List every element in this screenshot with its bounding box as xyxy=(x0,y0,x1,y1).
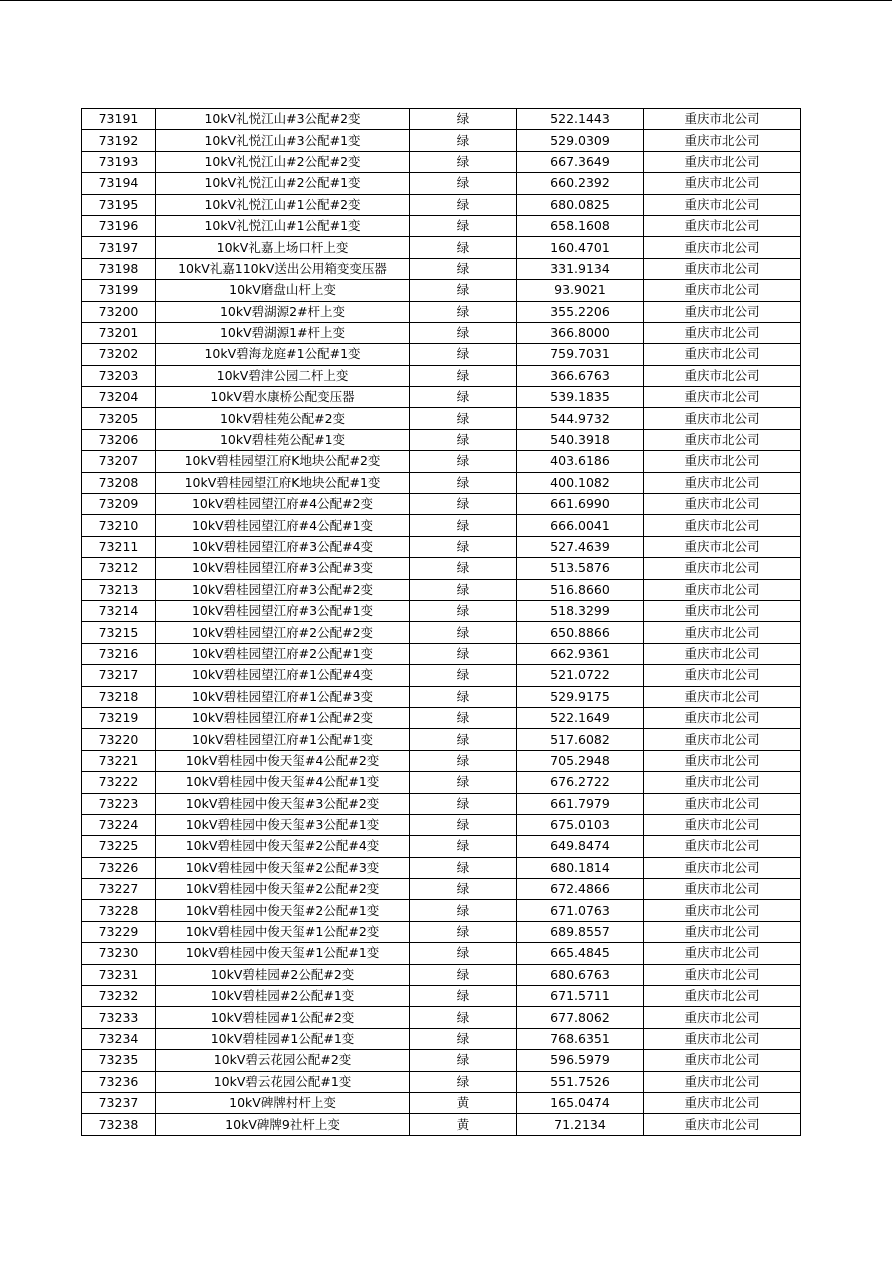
table-row xyxy=(82,215,801,236)
company-cell: 重庆市北公司 xyxy=(644,494,801,515)
value-cell: 677.8062 xyxy=(517,1007,644,1028)
transformer-name-cell: 10kV碧湖源2#杆上变 xyxy=(156,301,410,322)
status-color-cell: 绿 xyxy=(410,921,517,942)
table-row xyxy=(82,622,801,643)
transformer-name-cell: 10kV碧桂苑公配#2变 xyxy=(156,408,410,429)
table-row xyxy=(82,237,801,258)
status-color-cell: 绿 xyxy=(410,215,517,236)
status-color-cell: 绿 xyxy=(410,558,517,579)
status-color-cell: 绿 xyxy=(410,665,517,686)
table-row xyxy=(82,387,801,408)
company-cell: 重庆市北公司 xyxy=(644,750,801,771)
value-cell: 689.8557 xyxy=(517,921,644,942)
transformer-name-cell: 10kV礼悦江山#1公配#2变 xyxy=(156,194,410,215)
row-id-cell: 73220 xyxy=(82,729,156,750)
value-cell: 667.3649 xyxy=(517,151,644,172)
value-cell: 551.7526 xyxy=(517,1071,644,1092)
value-cell: 666.0041 xyxy=(517,515,644,536)
status-color-cell: 绿 xyxy=(410,1007,517,1028)
page-top-rule xyxy=(0,0,892,1)
row-id-cell: 73208 xyxy=(82,472,156,493)
table-row xyxy=(82,665,801,686)
transformer-name-cell: 10kV礼悦江山#2公配#1变 xyxy=(156,173,410,194)
transformer-name-cell: 10kV碧桂园望江府#1公配#2变 xyxy=(156,707,410,728)
row-id-cell: 73213 xyxy=(82,579,156,600)
company-cell: 重庆市北公司 xyxy=(644,622,801,643)
company-cell: 重庆市北公司 xyxy=(644,194,801,215)
table-row xyxy=(82,1071,801,1092)
transformer-name-cell: 10kV碧桂园望江府#1公配#1变 xyxy=(156,729,410,750)
transformer-name-cell: 10kV碧桂苑公配#1变 xyxy=(156,429,410,450)
value-cell: 680.6763 xyxy=(517,964,644,985)
row-id-cell: 73211 xyxy=(82,536,156,557)
table-row xyxy=(82,536,801,557)
value-cell: 672.4866 xyxy=(517,879,644,900)
row-id-cell: 73203 xyxy=(82,365,156,386)
value-cell: 160.4701 xyxy=(517,237,644,258)
row-id-cell: 73227 xyxy=(82,879,156,900)
table-row xyxy=(82,600,801,621)
value-cell: 165.0474 xyxy=(517,1092,644,1113)
table-row xyxy=(82,1007,801,1028)
table-row xyxy=(82,686,801,707)
row-id-cell: 73225 xyxy=(82,836,156,857)
company-cell: 重庆市北公司 xyxy=(644,429,801,450)
row-id-cell: 73193 xyxy=(82,151,156,172)
value-cell: 658.1608 xyxy=(517,215,644,236)
row-id-cell: 73222 xyxy=(82,772,156,793)
table-row xyxy=(82,365,801,386)
transformer-name-cell: 10kV碧桂园望江府#3公配#4变 xyxy=(156,536,410,557)
transformer-name-cell: 10kV碧桂园中俊天玺#4公配#1变 xyxy=(156,772,410,793)
status-color-cell: 绿 xyxy=(410,622,517,643)
table-row xyxy=(82,344,801,365)
value-cell: 529.9175 xyxy=(517,686,644,707)
transformer-name-cell: 10kV碧桂园望江府#1公配#3变 xyxy=(156,686,410,707)
company-cell: 重庆市北公司 xyxy=(644,558,801,579)
table-row xyxy=(82,857,801,878)
company-cell: 重庆市北公司 xyxy=(644,109,801,130)
transformer-name-cell: 10kV碧云花园公配#1变 xyxy=(156,1071,410,1092)
value-cell: 366.8000 xyxy=(517,322,644,343)
transformer-name-cell: 10kV礼嘉上场口杆上变 xyxy=(156,237,410,258)
transformer-name-cell: 10kV碧桂园#2公配#2变 xyxy=(156,964,410,985)
table-row xyxy=(82,429,801,450)
table-row xyxy=(82,772,801,793)
value-cell: 759.7031 xyxy=(517,344,644,365)
value-cell: 518.3299 xyxy=(517,600,644,621)
status-color-cell: 绿 xyxy=(410,1028,517,1049)
value-cell: 540.3918 xyxy=(517,429,644,450)
table-row xyxy=(82,258,801,279)
company-cell: 重庆市北公司 xyxy=(644,1050,801,1071)
table-row xyxy=(82,151,801,172)
value-cell: 527.4639 xyxy=(517,536,644,557)
row-id-cell: 73218 xyxy=(82,686,156,707)
value-cell: 665.4845 xyxy=(517,943,644,964)
table-row xyxy=(82,1114,801,1135)
row-id-cell: 73223 xyxy=(82,793,156,814)
status-color-cell: 绿 xyxy=(410,515,517,536)
transformer-name-cell: 10kV碧云花园公配#2变 xyxy=(156,1050,410,1071)
company-cell: 重庆市北公司 xyxy=(644,814,801,835)
row-id-cell: 73216 xyxy=(82,643,156,664)
transformer-name-cell: 10kV碧桂园中俊天玺#3公配#1变 xyxy=(156,814,410,835)
transformer-name-cell: 10kV碧津公园二杆上变 xyxy=(156,365,410,386)
status-color-cell: 绿 xyxy=(410,194,517,215)
table-row xyxy=(82,814,801,835)
status-color-cell: 绿 xyxy=(410,408,517,429)
transformer-name-cell: 10kV碧桂园望江府#1公配#4变 xyxy=(156,665,410,686)
transformer-name-cell: 10kV碧桂园中俊天玺#1公配#1变 xyxy=(156,943,410,964)
value-cell: 366.6763 xyxy=(517,365,644,386)
transformer-name-cell: 10kV碧桂园望江府#4公配#1变 xyxy=(156,515,410,536)
table-row xyxy=(82,322,801,343)
company-cell: 重庆市北公司 xyxy=(644,1114,801,1135)
table-row xyxy=(82,729,801,750)
company-cell: 重庆市北公司 xyxy=(644,1092,801,1113)
status-color-cell: 绿 xyxy=(410,280,517,301)
table-row xyxy=(82,1050,801,1071)
company-cell: 重庆市北公司 xyxy=(644,986,801,1007)
company-cell: 重庆市北公司 xyxy=(644,536,801,557)
status-color-cell: 绿 xyxy=(410,943,517,964)
company-cell: 重庆市北公司 xyxy=(644,643,801,664)
status-color-cell: 绿 xyxy=(410,237,517,258)
value-cell: 660.2392 xyxy=(517,173,644,194)
value-cell: 355.2206 xyxy=(517,301,644,322)
row-id-cell: 73209 xyxy=(82,494,156,515)
company-cell: 重庆市北公司 xyxy=(644,387,801,408)
transformer-name-cell: 10kV礼悦江山#3公配#2变 xyxy=(156,109,410,130)
status-color-cell: 绿 xyxy=(410,986,517,1007)
transformer-name-cell: 10kV礼悦江山#2公配#2变 xyxy=(156,151,410,172)
status-color-cell: 绿 xyxy=(410,579,517,600)
value-cell: 662.9361 xyxy=(517,643,644,664)
company-cell: 重庆市北公司 xyxy=(644,1071,801,1092)
status-color-cell: 绿 xyxy=(410,387,517,408)
table-row xyxy=(82,750,801,771)
row-id-cell: 73219 xyxy=(82,707,156,728)
transformer-name-cell: 10kV碧桂园中俊天玺#2公配#3变 xyxy=(156,857,410,878)
value-cell: 403.6186 xyxy=(517,451,644,472)
company-cell: 重庆市北公司 xyxy=(644,258,801,279)
table-row xyxy=(82,1092,801,1113)
company-cell: 重庆市北公司 xyxy=(644,707,801,728)
transformer-name-cell: 10kV磨盘山杆上变 xyxy=(156,280,410,301)
row-id-cell: 73235 xyxy=(82,1050,156,1071)
row-id-cell: 73238 xyxy=(82,1114,156,1135)
table-row xyxy=(82,921,801,942)
row-id-cell: 73233 xyxy=(82,1007,156,1028)
row-id-cell: 73221 xyxy=(82,750,156,771)
transformer-name-cell: 10kV碧桂园#2公配#1变 xyxy=(156,986,410,1007)
row-id-cell: 73232 xyxy=(82,986,156,1007)
transformer-name-cell: 10kV碧桂园中俊天玺#4公配#2变 xyxy=(156,750,410,771)
status-color-cell: 绿 xyxy=(410,109,517,130)
company-cell: 重庆市北公司 xyxy=(644,408,801,429)
status-color-cell: 绿 xyxy=(410,900,517,921)
row-id-cell: 73195 xyxy=(82,194,156,215)
transformer-name-cell: 10kV碧湖源1#杆上变 xyxy=(156,322,410,343)
transformer-name-cell: 10kV碧桂园中俊天玺#3公配#2变 xyxy=(156,793,410,814)
value-cell: 680.1814 xyxy=(517,857,644,878)
company-cell: 重庆市北公司 xyxy=(644,215,801,236)
company-cell: 重庆市北公司 xyxy=(644,344,801,365)
company-cell: 重庆市北公司 xyxy=(644,151,801,172)
company-cell: 重庆市北公司 xyxy=(644,579,801,600)
value-cell: 513.5876 xyxy=(517,558,644,579)
row-id-cell: 73192 xyxy=(82,130,156,151)
company-cell: 重庆市北公司 xyxy=(644,964,801,985)
transformer-table xyxy=(81,108,801,1136)
company-cell: 重庆市北公司 xyxy=(644,793,801,814)
row-id-cell: 73214 xyxy=(82,600,156,621)
status-color-cell: 绿 xyxy=(410,130,517,151)
row-id-cell: 73226 xyxy=(82,857,156,878)
row-id-cell: 73200 xyxy=(82,301,156,322)
row-id-cell: 73228 xyxy=(82,900,156,921)
status-color-cell: 绿 xyxy=(410,322,517,343)
company-cell: 重庆市北公司 xyxy=(644,451,801,472)
transformer-name-cell: 10kV礼嘉110kV送出公用箱变变压器 xyxy=(156,258,410,279)
transformer-name-cell: 10kV碧桂园中俊天玺#1公配#2变 xyxy=(156,921,410,942)
row-id-cell: 73199 xyxy=(82,280,156,301)
company-cell: 重庆市北公司 xyxy=(644,900,801,921)
status-color-cell: 绿 xyxy=(410,686,517,707)
status-color-cell: 黄 xyxy=(410,1092,517,1113)
table-row xyxy=(82,1028,801,1049)
transformer-name-cell: 10kV碧桂园中俊天玺#2公配#4变 xyxy=(156,836,410,857)
transformer-name-cell: 10kV碧桂园望江府#3公配#1变 xyxy=(156,600,410,621)
company-cell: 重庆市北公司 xyxy=(644,879,801,900)
row-id-cell: 73196 xyxy=(82,215,156,236)
status-color-cell: 绿 xyxy=(410,151,517,172)
row-id-cell: 73224 xyxy=(82,814,156,835)
status-color-cell: 绿 xyxy=(410,793,517,814)
company-cell: 重庆市北公司 xyxy=(644,836,801,857)
status-color-cell: 绿 xyxy=(410,451,517,472)
status-color-cell: 绿 xyxy=(410,707,517,728)
table-row xyxy=(82,964,801,985)
status-color-cell: 绿 xyxy=(410,1071,517,1092)
value-cell: 661.7979 xyxy=(517,793,644,814)
status-color-cell: 绿 xyxy=(410,536,517,557)
table-row xyxy=(82,879,801,900)
value-cell: 705.2948 xyxy=(517,750,644,771)
transformer-name-cell: 10kV碧桂园望江府K地块公配#1变 xyxy=(156,472,410,493)
transformer-name-cell: 10kV碧桂园中俊天玺#2公配#2变 xyxy=(156,879,410,900)
value-cell: 516.8660 xyxy=(517,579,644,600)
row-id-cell: 73204 xyxy=(82,387,156,408)
status-color-cell: 绿 xyxy=(410,836,517,857)
table-row xyxy=(82,793,801,814)
status-color-cell: 绿 xyxy=(410,301,517,322)
table-row xyxy=(82,943,801,964)
transformer-name-cell: 10kV碧水康桥公配变压器 xyxy=(156,387,410,408)
company-cell: 重庆市北公司 xyxy=(644,130,801,151)
company-cell: 重庆市北公司 xyxy=(644,1007,801,1028)
company-cell: 重庆市北公司 xyxy=(644,665,801,686)
value-cell: 675.0103 xyxy=(517,814,644,835)
status-color-cell: 绿 xyxy=(410,429,517,450)
value-cell: 676.2722 xyxy=(517,772,644,793)
status-color-cell: 绿 xyxy=(410,600,517,621)
table-row xyxy=(82,643,801,664)
row-id-cell: 73231 xyxy=(82,964,156,985)
status-color-cell: 绿 xyxy=(410,729,517,750)
table-row xyxy=(82,900,801,921)
value-cell: 521.0722 xyxy=(517,665,644,686)
table-row xyxy=(82,451,801,472)
table-row xyxy=(82,130,801,151)
table-row xyxy=(82,408,801,429)
table-row xyxy=(82,472,801,493)
transformer-name-cell: 10kV碑牌9社杆上变 xyxy=(156,1114,410,1135)
value-cell: 93.9021 xyxy=(517,280,644,301)
company-cell: 重庆市北公司 xyxy=(644,772,801,793)
company-cell: 重庆市北公司 xyxy=(644,686,801,707)
value-cell: 649.8474 xyxy=(517,836,644,857)
company-cell: 重庆市北公司 xyxy=(644,472,801,493)
row-id-cell: 73237 xyxy=(82,1092,156,1113)
transformer-name-cell: 10kV碧桂园#1公配#1变 xyxy=(156,1028,410,1049)
transformer-name-cell: 10kV碧桂园望江府#2公配#1变 xyxy=(156,643,410,664)
transformer-name-cell: 10kV碧桂园望江府#4公配#2变 xyxy=(156,494,410,515)
value-cell: 650.8866 xyxy=(517,622,644,643)
status-color-cell: 绿 xyxy=(410,643,517,664)
row-id-cell: 73230 xyxy=(82,943,156,964)
row-id-cell: 73215 xyxy=(82,622,156,643)
status-color-cell: 绿 xyxy=(410,472,517,493)
status-color-cell: 绿 xyxy=(410,750,517,771)
transformer-table-body xyxy=(82,109,801,1136)
value-cell: 522.1649 xyxy=(517,707,644,728)
company-cell: 重庆市北公司 xyxy=(644,322,801,343)
transformer-name-cell: 10kV碧桂园#1公配#2变 xyxy=(156,1007,410,1028)
status-color-cell: 绿 xyxy=(410,365,517,386)
value-cell: 671.0763 xyxy=(517,900,644,921)
row-id-cell: 73236 xyxy=(82,1071,156,1092)
transformer-name-cell: 10kV碧桂园望江府#3公配#2变 xyxy=(156,579,410,600)
status-color-cell: 黄 xyxy=(410,1114,517,1135)
value-cell: 596.5979 xyxy=(517,1050,644,1071)
company-cell: 重庆市北公司 xyxy=(644,280,801,301)
company-cell: 重庆市北公司 xyxy=(644,1028,801,1049)
status-color-cell: 绿 xyxy=(410,344,517,365)
value-cell: 671.5711 xyxy=(517,986,644,1007)
value-cell: 768.6351 xyxy=(517,1028,644,1049)
row-id-cell: 73212 xyxy=(82,558,156,579)
row-id-cell: 73229 xyxy=(82,921,156,942)
company-cell: 重庆市北公司 xyxy=(644,301,801,322)
transformer-name-cell: 10kV碧海龙庭#1公配#1变 xyxy=(156,344,410,365)
row-id-cell: 73206 xyxy=(82,429,156,450)
value-cell: 331.9134 xyxy=(517,258,644,279)
row-id-cell: 73198 xyxy=(82,258,156,279)
status-color-cell: 绿 xyxy=(410,814,517,835)
table-row xyxy=(82,280,801,301)
status-color-cell: 绿 xyxy=(410,879,517,900)
company-cell: 重庆市北公司 xyxy=(644,237,801,258)
company-cell: 重庆市北公司 xyxy=(644,857,801,878)
status-color-cell: 绿 xyxy=(410,494,517,515)
transformer-name-cell: 10kV碧桂园望江府#3公配#3变 xyxy=(156,558,410,579)
status-color-cell: 绿 xyxy=(410,964,517,985)
row-id-cell: 73205 xyxy=(82,408,156,429)
table-row xyxy=(82,194,801,215)
value-cell: 680.0825 xyxy=(517,194,644,215)
row-id-cell: 73197 xyxy=(82,237,156,258)
row-id-cell: 73207 xyxy=(82,451,156,472)
value-cell: 71.2134 xyxy=(517,1114,644,1135)
value-cell: 529.0309 xyxy=(517,130,644,151)
status-color-cell: 绿 xyxy=(410,772,517,793)
table-row xyxy=(82,579,801,600)
value-cell: 544.9732 xyxy=(517,408,644,429)
transformer-name-cell: 10kV碧桂园望江府#2公配#2变 xyxy=(156,622,410,643)
value-cell: 400.1082 xyxy=(517,472,644,493)
company-cell: 重庆市北公司 xyxy=(644,943,801,964)
table-row xyxy=(82,494,801,515)
company-cell: 重庆市北公司 xyxy=(644,365,801,386)
transformer-name-cell: 10kV碧桂园中俊天玺#2公配#1变 xyxy=(156,900,410,921)
status-color-cell: 绿 xyxy=(410,857,517,878)
value-cell: 517.6082 xyxy=(517,729,644,750)
row-id-cell: 73194 xyxy=(82,173,156,194)
table-row xyxy=(82,515,801,536)
transformer-name-cell: 10kV碧桂园望江府K地块公配#2变 xyxy=(156,451,410,472)
company-cell: 重庆市北公司 xyxy=(644,515,801,536)
table-row xyxy=(82,301,801,322)
row-id-cell: 73217 xyxy=(82,665,156,686)
table-row xyxy=(82,986,801,1007)
table-row xyxy=(82,173,801,194)
table-row xyxy=(82,558,801,579)
value-cell: 661.6990 xyxy=(517,494,644,515)
transformer-name-cell: 10kV礼悦江山#3公配#1变 xyxy=(156,130,410,151)
value-cell: 522.1443 xyxy=(517,109,644,130)
row-id-cell: 73191 xyxy=(82,109,156,130)
table-row xyxy=(82,836,801,857)
table-row xyxy=(82,707,801,728)
status-color-cell: 绿 xyxy=(410,1050,517,1071)
company-cell: 重庆市北公司 xyxy=(644,921,801,942)
row-id-cell: 73202 xyxy=(82,344,156,365)
status-color-cell: 绿 xyxy=(410,173,517,194)
row-id-cell: 73234 xyxy=(82,1028,156,1049)
row-id-cell: 73210 xyxy=(82,515,156,536)
company-cell: 重庆市北公司 xyxy=(644,600,801,621)
transformer-name-cell: 10kV礼悦江山#1公配#1变 xyxy=(156,215,410,236)
value-cell: 539.1835 xyxy=(517,387,644,408)
transformer-name-cell: 10kV碑牌村杆上变 xyxy=(156,1092,410,1113)
row-id-cell: 73201 xyxy=(82,322,156,343)
company-cell: 重庆市北公司 xyxy=(644,173,801,194)
status-color-cell: 绿 xyxy=(410,258,517,279)
company-cell: 重庆市北公司 xyxy=(644,729,801,750)
table-row xyxy=(82,109,801,130)
